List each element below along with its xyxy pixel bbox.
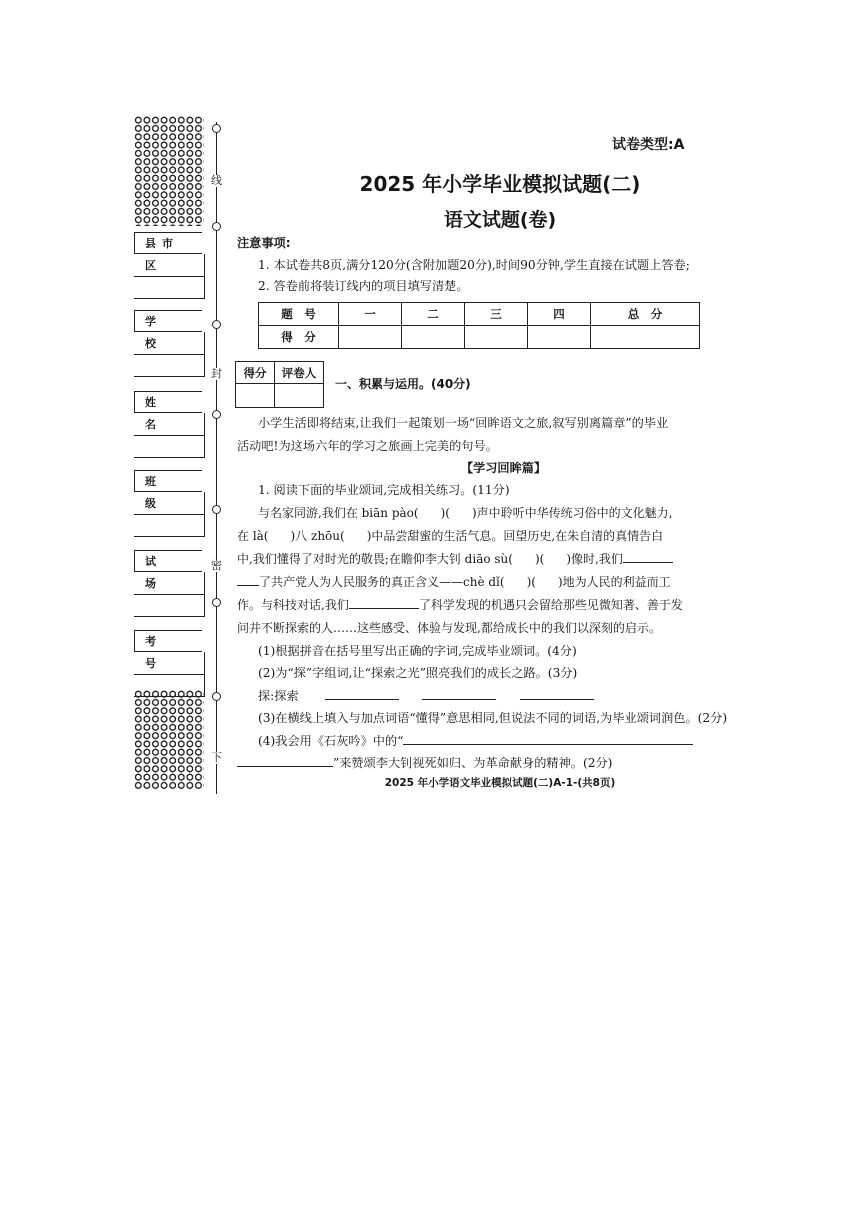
field-label: 县市区 [134, 232, 202, 254]
field-label: 班级 [134, 470, 202, 492]
score-table-header: 题 号 [259, 303, 339, 326]
field-exam-room[interactable] [134, 550, 204, 620]
passage-line: 作。与科技对话,我们 了科学发现的机遇只会留给那些见微知著、善于发 [237, 598, 683, 612]
sub-question: ”来赞颂李大钊视死如归、为革命献身的精神。(2分) [237, 753, 612, 773]
field-name[interactable] [134, 391, 204, 461]
field-label: 姓名 [134, 391, 202, 413]
passage-line: 中,我们懂得了对时光的敬畏;在瞻仰李大钊 diāo sù( )( )像时,我们 [237, 549, 673, 569]
grader-box [235, 361, 324, 408]
intro-text: 活动吧!为这场六年的学习之旅画上完美的句号。 [237, 439, 498, 453]
passage-line: 在 là( )八 zhōu( )中品尝甜蜜的生活气息。回望历史,在朱自清的真情告白 [237, 529, 664, 543]
score-cell[interactable] [591, 326, 700, 349]
cut-line-char: 密 [211, 559, 222, 572]
score-table [258, 302, 700, 349]
answer-line[interactable] [349, 608, 419, 609]
subsection-title: 【学习回眸篇】 [460, 461, 547, 475]
notice-item: 1. 本试卷共8页,满分120分(含附加题20分),时间90分钟,学生直接在试题上答卷; [258, 258, 690, 272]
field-label: 考号 [134, 630, 202, 652]
question-title: 1. 阅读下面的毕业颂词,完成相关练习。(11分) [258, 483, 510, 497]
field-school[interactable] [134, 310, 204, 380]
binding-ring [212, 598, 221, 607]
section-heading: 一、积累与运用。(40分) [335, 377, 471, 391]
notice-item: 2. 答卷前将装订线内的项目填写清楚。 [258, 279, 469, 293]
grader-name-cell[interactable] [275, 384, 324, 408]
paper-type: 试卷类型:A [612, 137, 685, 153]
sub-question: (3)在横线上填入与加点词语“懂得”意思相同,但说法不同的词语,为毕业颂词润色。(2分) [258, 711, 728, 725]
answer-line[interactable] [422, 699, 496, 700]
binding-ring [212, 410, 221, 419]
score-cell[interactable] [339, 326, 402, 349]
score-cell[interactable] [528, 326, 591, 349]
binding-ring [212, 320, 221, 329]
exam-subtitle: 语文试题(卷) [443, 209, 557, 231]
answer-line[interactable] [623, 562, 673, 563]
score-cell[interactable] [402, 326, 465, 349]
answer-line[interactable] [403, 744, 693, 745]
binding-ring [212, 505, 221, 514]
sub-question: (2)为“探”字组词,让“探索之光”照亮我们的成长之路。(3分) [258, 666, 578, 680]
score-table-header: 四 [528, 303, 591, 326]
score-cell[interactable] [465, 326, 528, 349]
score-table-label: 得 分 [259, 326, 339, 349]
binding-ring [212, 222, 221, 231]
field-class[interactable] [134, 470, 204, 540]
grader-score-label: 得分 [236, 362, 275, 384]
page-footer: 2025 年小学语文毕业模拟试题(二)A-1-(共8页) [384, 777, 616, 789]
exam-title: 2025 年小学毕业模拟试题(二) [359, 172, 641, 196]
passage-line: 与名家同游,我们在 biān pào( )( )声中聆听中华传统习俗中的文化魅力, [258, 506, 673, 520]
field-exam-number[interactable] [134, 630, 204, 700]
dot-pattern-bottom [134, 690, 204, 790]
grader-score-cell[interactable] [236, 384, 275, 408]
score-table-header: 总 分 [591, 303, 700, 326]
binding-ring [212, 124, 221, 133]
cut-line-char: 下 [211, 751, 222, 764]
passage-line: 问并不断探索的人……这些感受、体验与发现,都给成长中的我们以深刻的启示。 [237, 621, 661, 635]
dot-pattern-top [134, 116, 204, 226]
cut-line-char: 封 [211, 367, 222, 380]
score-table-header: 三 [465, 303, 528, 326]
sub-question: (1)根据拼音在括号里写出正确的字词,完成毕业颂词。(4分) [258, 644, 577, 658]
grader-name-label: 评卷人 [275, 362, 324, 384]
score-table-header: 二 [402, 303, 465, 326]
field-label: 试场 [134, 550, 202, 572]
binding-ring [212, 692, 221, 701]
word-group-row: 探:探索 [258, 686, 594, 706]
cut-line-char: 线 [211, 174, 222, 187]
score-table-header: 一 [339, 303, 402, 326]
intro-text: 小学生活即将结束,让我们一起策划一场“回眸语文之旅,叙写别离篇章”的毕业 [258, 416, 669, 430]
field-county[interactable] [134, 232, 204, 302]
sub-question: (4)我会用《石灰吟》中的“ [258, 731, 693, 751]
answer-line[interactable] [325, 699, 399, 700]
field-label: 学校 [134, 310, 202, 332]
answer-line[interactable] [520, 699, 594, 700]
answer-line[interactable] [237, 766, 333, 767]
answer-line[interactable] [237, 585, 259, 586]
passage-line: 了共产党人为人民服务的真正含义——chè dǐ( )( )地为人民的利益而工 [237, 572, 671, 592]
notice-heading: 注意事项: [237, 236, 291, 250]
